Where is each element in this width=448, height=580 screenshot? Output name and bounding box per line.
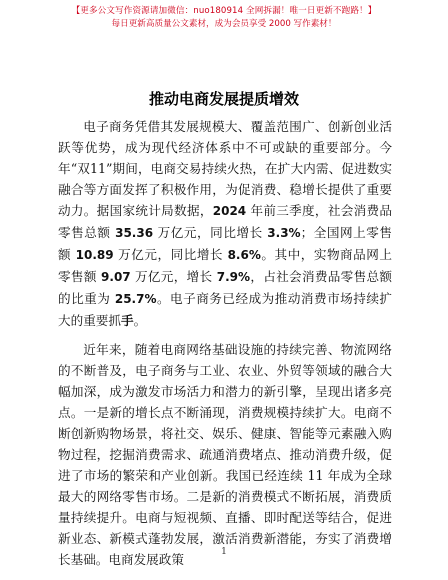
promo-line-2: 每日更新高质量公文素材，成为会员享受 2000 写作素材！ <box>111 19 337 29</box>
p1-number: 8.6% <box>227 248 261 262</box>
p1-text: 年前三季度，社会消费品零售总额 <box>58 203 393 240</box>
p1-number: 2024 <box>212 204 247 218</box>
promo-line-1: 【更多公文写作资源请加微信：nuo180914 全网拆漏！唯一日更新不跑路！】 <box>71 6 377 16</box>
p1-text: 。 <box>133 313 147 328</box>
p1-text: 万亿元，同比增长 <box>113 247 228 262</box>
p1-text: ，占社会消费品零售总额的比重为 <box>58 269 392 306</box>
paragraph-1 <box>58 116 392 331</box>
page-number: 1 <box>221 547 227 557</box>
document-title: 推动电商发展提质增效 <box>148 90 299 108</box>
p1-text: ；全国网上零售额 <box>58 225 392 262</box>
p1-number: 3.3% <box>267 226 301 240</box>
p1-text: 万亿元，同比增长 <box>153 225 268 240</box>
promo-banner <box>0 6 448 30</box>
p1-number: 25.7% <box>114 292 157 306</box>
p1-text: 。其中，实物商品网上零售额 <box>58 247 392 284</box>
p1-number: 35.36 <box>115 226 154 240</box>
p1-number: 9.07 <box>101 270 131 284</box>
p1-text: 手 <box>120 313 134 328</box>
p1-number: 7.9% <box>216 270 251 284</box>
p1-text: 电子商务凭借其发展规模大、覆盖范围广、创新创业活跃等优势，成为现代经济体系中不可或缺的重要部分。今年“双11”期间，电商交易持续火热，在扩大内需、促进数实融合等方面发挥了积极作用，为促消费、稳增长提供了重要动力。据国家统计局数据， <box>58 119 392 218</box>
p1-text: 。电子商务已经成为推动消费市场持续扩大的重要抓 <box>58 291 393 328</box>
p1-text: 万亿元，增长 <box>130 269 217 284</box>
p1-number: 10.89 <box>75 248 114 262</box>
paragraph-2: 近年来，随着电商网络基础设施的持续完善、物流网络的不断普及，电子商务与工业、农业、外贸等领域的融合大幅加深，成为激发市场活力和潜力的新引擎，呈现出诸多亮点。一是新的增长点不断涌现，消费规模持续扩大。电商不断创新购物场景，将社交、娱乐、健康、智能等元素融入购物过程，挖掘消费需求、疏通消费堵点、推动消费升级，促进了市场的繁荣和产业创新。我国已经连续 11 年成为全球最大的网络零售市场。二是新的消费模式不断拓展，消费质量持续提升。电商与短视频、直播、即时配送等结合，促进新业态、新模式蓬勃发展，激活消费新潜能，夯实了消费增长基础。电商发展政策 <box>58 342 392 567</box>
document-body <box>58 116 392 578</box>
